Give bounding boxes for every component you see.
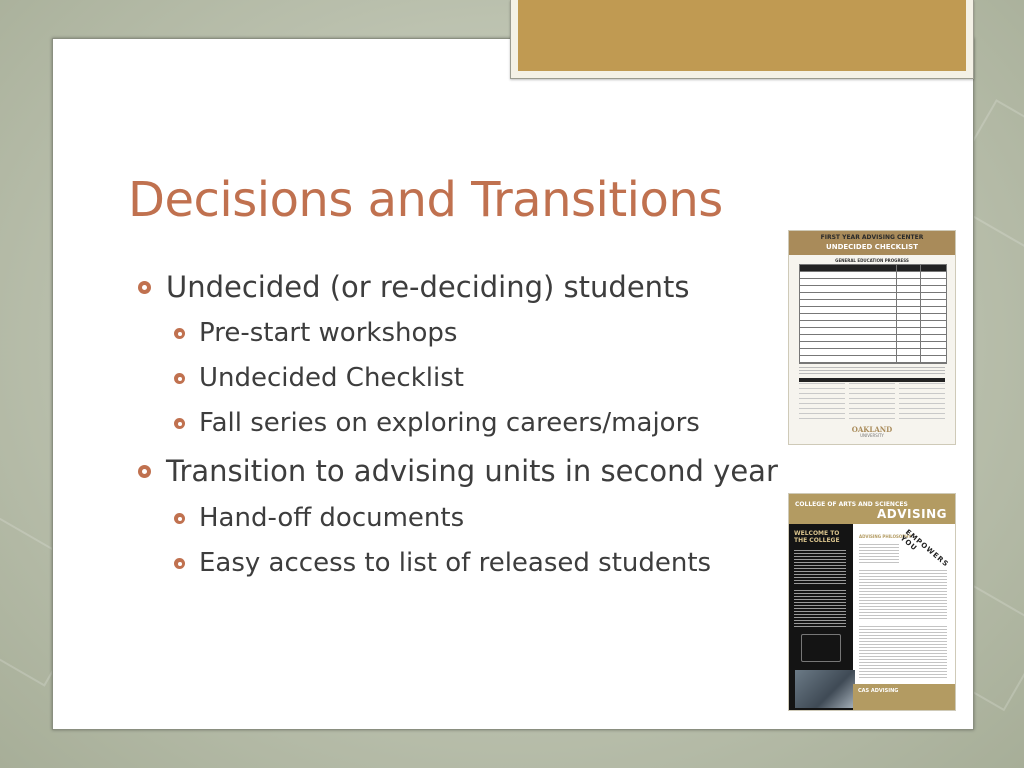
bullet-text: Pre-start workshops (199, 318, 458, 348)
bullet-text: Undecided (or re-deciding) students (166, 270, 690, 304)
checklist-column (849, 383, 895, 423)
checklist-header-line2: UNDECIDED CHECKLIST (826, 243, 918, 251)
advising-header-line1: COLLEGE OF ARTS AND SCIENCES (795, 501, 908, 508)
university-logo: OAKLAND (851, 425, 893, 434)
checklist-column-headers (799, 378, 945, 382)
advising-philosophy-heading: ADVISING PHILOSOPHY (859, 534, 912, 539)
checklist-thumbnail-image (788, 230, 956, 445)
checklist-column (899, 383, 945, 423)
title-accent-tab (510, 0, 974, 79)
checklist-table (799, 264, 947, 364)
checklist-paragraph (799, 367, 945, 376)
advising-sidebar-text (794, 550, 846, 586)
bullet-text: Easy access to list of released students (199, 548, 712, 578)
advising-thumbnail-image (788, 493, 956, 711)
table-divider (920, 265, 921, 363)
bullet-text: Undecided Checklist (199, 363, 464, 393)
advising-header-line2: ADVISING (877, 507, 947, 521)
bullet-text: Transition to advising units in second year (166, 454, 778, 488)
advising-sidebar-text (794, 590, 846, 628)
slide-title: Decisions and Transitions (128, 172, 723, 228)
advising-footer-title: CAS ADVISING (858, 688, 899, 694)
book-icon (801, 634, 841, 662)
bullet-text: Fall series on exploring careers/majors (199, 408, 700, 438)
checklist-column (799, 383, 845, 423)
title-accent-block (518, 0, 966, 71)
students-photo (795, 670, 855, 708)
advising-footer (853, 684, 955, 710)
advising-header (789, 494, 955, 524)
checklist-header-line1: FIRST YEAR ADVISING CENTER (820, 234, 924, 241)
advising-body-text (859, 570, 947, 620)
university-logo-sub: UNIVERSITY (860, 433, 884, 438)
checklist-section-title: GENERAL EDUCATION PROGRESS (835, 258, 909, 263)
advising-welcome-heading: WELCOME TO THE COLLEGE (794, 530, 840, 544)
advising-body-text (859, 544, 899, 564)
table-divider (896, 265, 897, 363)
empowers-badge: EMPOWERS YOU (898, 528, 951, 569)
checklist-header (789, 231, 955, 255)
bullet-text: Hand-off documents (199, 503, 465, 533)
advising-body-text (859, 626, 947, 680)
